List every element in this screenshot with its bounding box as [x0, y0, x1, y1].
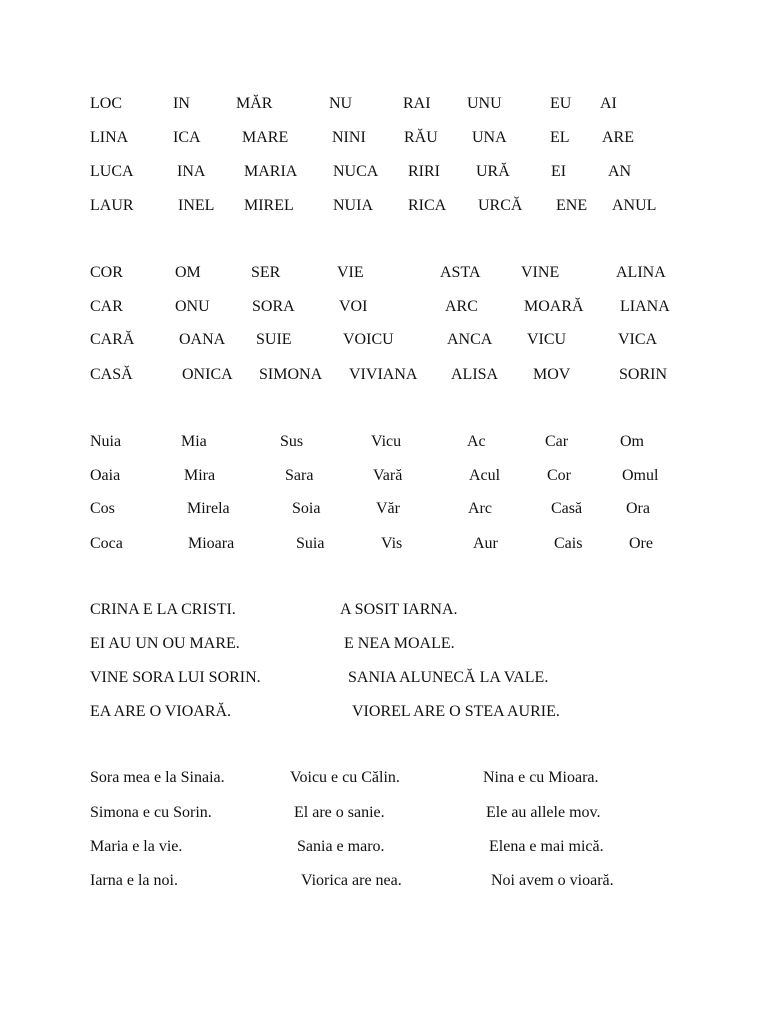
word: Ore [629, 535, 653, 552]
word: CASĂ [90, 366, 133, 383]
word: Mia [181, 433, 207, 450]
word: Cos [90, 500, 115, 517]
word: SUIE [256, 331, 292, 348]
sentence: EI AU UN OU MARE. [90, 635, 240, 652]
sentence: Noi avem o vioară. [491, 872, 614, 889]
word: MOV [533, 366, 571, 383]
sentence: VINE SORA LUI SORIN. [90, 669, 261, 686]
word: ASTA [440, 264, 481, 281]
word: NUIA [333, 197, 373, 214]
word: Sara [285, 467, 314, 484]
word: Cor [547, 467, 571, 484]
word: Om [620, 433, 644, 450]
word: RIRI [408, 163, 440, 180]
word: URĂ [476, 163, 510, 180]
word: NINI [332, 129, 366, 146]
word: NU [329, 95, 353, 112]
word: ALISA [451, 366, 499, 383]
word: MARE [242, 129, 289, 146]
word: Car [545, 433, 569, 450]
word: Ac [467, 433, 486, 450]
word: SORA [252, 298, 295, 315]
word: AI [600, 95, 617, 112]
sentence: CRINA E LA CRISTI. [90, 601, 236, 618]
word: Cais [554, 535, 583, 552]
word: LOC [90, 95, 122, 112]
word: ANCA [447, 331, 493, 348]
word: OANA [179, 331, 226, 348]
word: CAR [90, 298, 123, 315]
word: Suia [296, 535, 325, 552]
word: RAI [403, 95, 431, 112]
word: Nuia [90, 433, 122, 450]
sentence: Sora mea e la Sinaia. [90, 769, 225, 786]
word: COR [90, 264, 123, 281]
word: ALINA [616, 264, 666, 281]
word: Mira [184, 467, 216, 484]
word: EI [551, 163, 567, 180]
word: MARIA [244, 163, 298, 180]
word: LIANA [620, 298, 670, 315]
word: EU [550, 95, 572, 112]
word: OM [175, 264, 201, 281]
word: Aur [473, 535, 498, 552]
word: LAUR [90, 197, 134, 214]
word: RICA [408, 197, 447, 214]
word: Vară [373, 467, 403, 484]
word: VIVIANA [349, 366, 418, 383]
word: Mirela [187, 500, 230, 517]
sentence: A SOSIT IARNA. [340, 601, 458, 618]
word: IN [173, 95, 190, 112]
word: ARC [445, 298, 478, 315]
word: UNU [467, 95, 502, 112]
word: ARE [602, 129, 634, 146]
word: VICU [527, 331, 567, 348]
word: Omul [622, 467, 659, 484]
word: VINE [521, 264, 560, 281]
sentence: Elena e mai mică. [489, 838, 604, 855]
word: ICA [173, 129, 201, 146]
word: MOARĂ [524, 298, 584, 315]
word: ONU [175, 298, 210, 315]
sentence: Nina e cu Mioara. [483, 769, 599, 786]
word: Soia [292, 500, 321, 517]
sentence: Ele au allele mov. [486, 804, 601, 821]
word: UNA [472, 129, 507, 146]
word: VOI [339, 298, 368, 315]
word: ANUL [612, 197, 657, 214]
sentence: Sania e maro. [297, 838, 385, 855]
word: Casă [551, 500, 583, 517]
sentence: E NEA MOALE. [344, 635, 455, 652]
word: Sus [280, 433, 304, 450]
word: ONICA [182, 366, 233, 383]
word: ENE [556, 197, 588, 214]
word: Vicu [371, 433, 402, 450]
word: EL [550, 129, 570, 146]
word: VIE [337, 264, 364, 281]
sentence: Voicu e cu Călin. [290, 769, 400, 786]
word: Ora [626, 500, 650, 517]
word: LUCA [90, 163, 134, 180]
word: MĂR [236, 95, 273, 112]
word: Oaia [90, 467, 121, 484]
sentence: VIOREL ARE O STEA AURIE. [352, 703, 560, 720]
word: Arc [468, 500, 492, 517]
word: AN [608, 163, 632, 180]
word: URCĂ [478, 197, 523, 214]
sentence: El are o sanie. [294, 804, 385, 821]
word: VICA [618, 331, 658, 348]
word: INEL [178, 197, 215, 214]
sentence: SANIA ALUNECĂ LA VALE. [348, 669, 549, 686]
word: Acul [469, 467, 501, 484]
sentence: EA ARE O VIOARĂ. [90, 703, 232, 720]
word: RĂU [404, 129, 438, 146]
sentence: Iarna e la noi. [90, 872, 178, 889]
word: MIREL [244, 197, 294, 214]
word: NUCA [333, 163, 379, 180]
sentence: Viorica are nea. [301, 872, 402, 889]
word: Vis [381, 535, 403, 552]
sentence: Simona e cu Sorin. [90, 804, 212, 821]
word: Văr [376, 500, 400, 517]
word: SIMONA [259, 366, 323, 383]
word: SORIN [619, 366, 668, 383]
word: CARĂ [90, 331, 135, 348]
word: SER [251, 264, 281, 281]
word: LINA [90, 129, 129, 146]
word: INA [177, 163, 206, 180]
word: Mioara [188, 535, 235, 552]
word: VOICU [343, 331, 394, 348]
sentence: Maria e la vie. [90, 838, 183, 855]
word: Coca [90, 535, 123, 552]
